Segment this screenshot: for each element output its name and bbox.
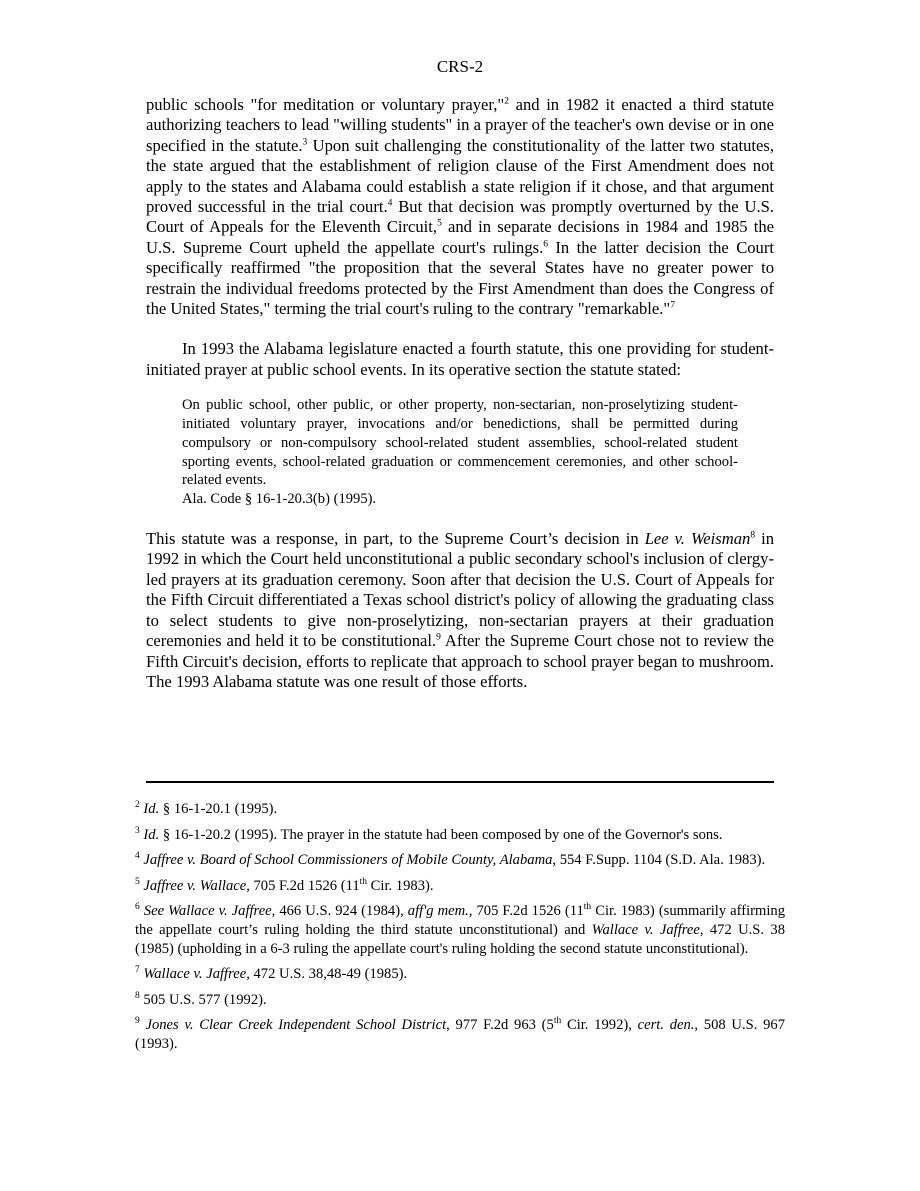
quote-text: On public school, other public, or other property, non-sectarian, non-proselytizing student-initiated voluntary prayer, invocations and/or benedictions, shall be permitted during compulsory or non-compulsory school-related student assemblies, school-related student sporting events, school-related graduation or commencement ceremonies, and other school-related events. [182,397,738,489]
footnote-ref-6[interactable]: 6 [543,239,548,250]
footnote-ref-8[interactable]: 8 [750,530,756,541]
footnote-ref-5[interactable]: 5 [437,218,442,229]
footnote-4: $^4$ Jaffree v. Board of School Commissioners of Mobile County, Alabama, 554 F.Supp. 1104 (S.D. Ala. 1983). [135,851,766,869]
footnote-9: $^9$ Jones v. Clear Creek Independent School District, 977 F.2d 963 (5th Cir. 1992), cert. den., 508 U.S. 967 (1993). [135,1016,785,1052]
block-quote [182,396,738,509]
footnote-2: $^2$ Id. § 16-1-20.1 (1995). [135,800,278,817]
footnote-ref-7[interactable]: 7 [670,300,675,311]
footnote-ref-9[interactable]: 9 [436,632,441,643]
footnote-3: $^3$ Id. § 16-1-20.2 (1995). The prayer in the statute had been composed by one of the Governor's sons. [135,825,723,843]
footnote-divider [146,781,774,783]
footnote-7: $^7$ Wallace v. Jaffree, 472 U.S. 38,48-49 (1985). [135,965,408,983]
case-name: Lee v. Weisman [644,529,751,549]
footnote-5: $^5$ Jaffree v. Wallace, 705 F.2d 1526 (11th Cir. 1983). [135,876,434,894]
paragraph-1: public schools "for meditation or voluntary prayer,"$^2$ and in 1982 it enacted a third statute authorizing teachers to lead "willing students" in a prayer of the teacher's own devise or in one specified in the statute.$^3$ Upon suit challenging the constitutionality of the latter two statutes, the state argued that the establishment of religion clause of the First Amendment does not apply to the states and Alabama could establish a state religion if it chose, and that argument proved successful in the trial court.$^4$ But that decision was promptly overturned by the U.S. Court of Appeals for the Eleventh Circuit,$^5$ and in separate decisions in 1984 and 1985 the U.S. Supreme Court upheld the appellate court's rulings.$^6$ In the latter decision the Court specifically reaffirmed "the proposition that the several States have no greater power to restrain the individual freedoms protected by the First Amendment than does the Congress of the United States," terming the trial court's ruling to the contrary "remarkable."$^7$ [146,95,775,319]
footnote-8: $^8$ 505 U.S. 577 (1992). [135,990,267,1008]
paragraph-2: In 1993 the Alabama legislature enacted a fourth statute, this one providing for student-initiated prayer at public school events. In its operative section the statute stated: [146,339,774,379]
footnote-ref-2[interactable]: 2 [504,96,509,107]
paragraph-3: This statute was a response, in part, to the Supreme Court’s decision in Lee v. Weisman$^8$ in 1992 in which the Court held unconstitutional a public secondary school's inclusion of clergy-led prayers at its graduation ceremony. Soon after that decision the U.S. Court of Appeals for the Fifth Circuit differentiated a Texas school district's policy of allowing the graduating class to select students to give non-proselytizing, non-sectarian prayers at their graduation ceremonies and held it to be constitutional.$^9$ After the Supreme Court chose not to review the Fifth Circuit's decision, efforts to replicate that approach to school prayer began to mushroom. The 1993 Alabama statute was one result of those efforts. [146,529,774,691]
quote-citation: Ala. Code § 16-1-20.3(b) (1995). [182,491,377,508]
footnote-6: $^6$ See Wallace v. Jaffree, 466 U.S. 924 (1984), aff'g mem., 705 F.2d 1526 (11th Cir. 1983) (summarily affirming the appellate court’s ruling holding the third statute unconstitutional) and Wallace v. Jaffree, 472 U.S. 38 (1985) (upholding in a 6-3 ruling the appellate court's ruling holding the second statute unconstitutional). [135,902,785,957]
footnote-ref-3[interactable]: 3 [302,137,308,148]
body-text [146,95,774,692]
footnotes [135,800,785,1061]
footnote-ref-4[interactable]: 4 [387,198,393,209]
page-header: CRS-2 [436,57,484,76]
